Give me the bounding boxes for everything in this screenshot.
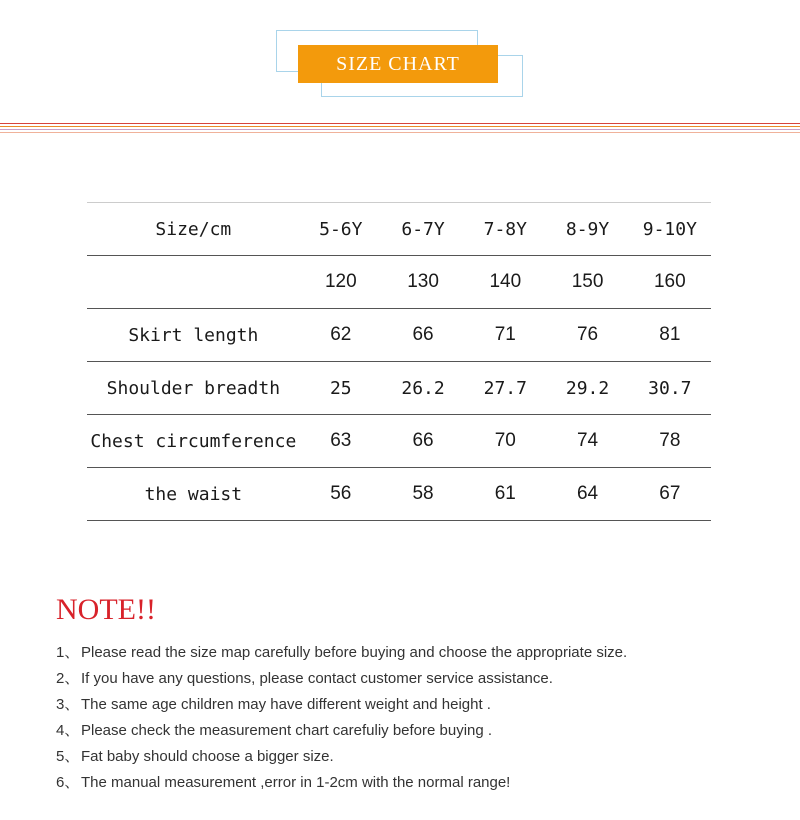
stripe-4 xyxy=(0,132,800,133)
row-label: Shoulder breadth xyxy=(87,362,300,415)
table-cell: 160 xyxy=(629,256,711,309)
table-row xyxy=(87,256,711,309)
table-cell: 66 xyxy=(382,309,464,362)
note-item xyxy=(56,718,627,744)
note-number: 2、 xyxy=(56,670,80,687)
note-item xyxy=(56,770,627,796)
table-cell: 29.2 xyxy=(546,362,628,415)
table-cell: 70 xyxy=(464,415,546,468)
table-cell: 63 xyxy=(300,415,382,468)
decorative-stripes xyxy=(0,123,800,135)
note-text: If you have any questions, please contact customer service assistance. xyxy=(81,670,553,687)
table-cell: 76 xyxy=(546,309,628,362)
size-header-cell: 7-8Y xyxy=(464,203,546,256)
row-label: the waist xyxy=(87,468,300,521)
note-text: The same age children may have different weight and height . xyxy=(81,696,491,713)
table-cell: 120 xyxy=(300,256,382,309)
size-chart-badge xyxy=(276,30,524,98)
size-header-cell: 6-7Y xyxy=(382,203,464,256)
table-cell: 25 xyxy=(300,362,382,415)
table-row xyxy=(87,309,711,362)
note-list xyxy=(56,640,627,796)
size-header-cell: 8-9Y xyxy=(546,203,628,256)
note-item xyxy=(56,692,627,718)
note-text: The manual measurement ,error in 1-2cm with the normal range! xyxy=(81,774,511,791)
note-text: Please check the measurement chart carefuliy before buying . xyxy=(81,722,493,739)
table-row xyxy=(87,468,711,521)
note-number: 4、 xyxy=(56,722,80,739)
row-label xyxy=(87,256,300,309)
note-item xyxy=(56,666,627,692)
size-header-label: Size/cm xyxy=(87,203,300,256)
row-label: Skirt length xyxy=(87,309,300,362)
table-header-row xyxy=(87,203,711,256)
note-text: Fat baby should choose a bigger size. xyxy=(81,748,334,765)
note-item xyxy=(56,744,627,770)
size-header-cell: 9-10Y xyxy=(629,203,711,256)
table-cell: 71 xyxy=(464,309,546,362)
stripe-3 xyxy=(0,129,800,130)
table-cell: 150 xyxy=(546,256,628,309)
size-header-cell: 5-6Y xyxy=(300,203,382,256)
row-label: Chest circumference xyxy=(87,415,300,468)
page-title: SIZE CHART xyxy=(298,45,498,83)
note-number: 6、 xyxy=(56,774,80,791)
note-item xyxy=(56,640,627,666)
table-cell: 67 xyxy=(629,468,711,521)
table-cell: 78 xyxy=(629,415,711,468)
table-cell: 30.7 xyxy=(629,362,711,415)
table-cell: 26.2 xyxy=(382,362,464,415)
note-text: Please read the size map carefully before buying and choose the appropriate size. xyxy=(81,644,628,661)
table-cell: 130 xyxy=(382,256,464,309)
note-number: 3、 xyxy=(56,696,80,713)
table-cell: 64 xyxy=(546,468,628,521)
stripe-2 xyxy=(0,126,800,127)
table-cell: 61 xyxy=(464,468,546,521)
table-cell: 74 xyxy=(546,415,628,468)
table-row xyxy=(87,415,711,468)
table-cell: 66 xyxy=(382,415,464,468)
table-cell: 140 xyxy=(464,256,546,309)
stripe-1 xyxy=(0,123,800,124)
table-cell: 27.7 xyxy=(464,362,546,415)
note-number: 5、 xyxy=(56,748,80,765)
note-title: NOTE!! xyxy=(56,593,156,626)
size-table xyxy=(87,202,711,521)
table-cell: 58 xyxy=(382,468,464,521)
note-number: 1、 xyxy=(56,644,80,661)
table-cell: 62 xyxy=(300,309,382,362)
table-cell: 56 xyxy=(300,468,382,521)
table-row xyxy=(87,362,711,415)
table-cell: 81 xyxy=(629,309,711,362)
